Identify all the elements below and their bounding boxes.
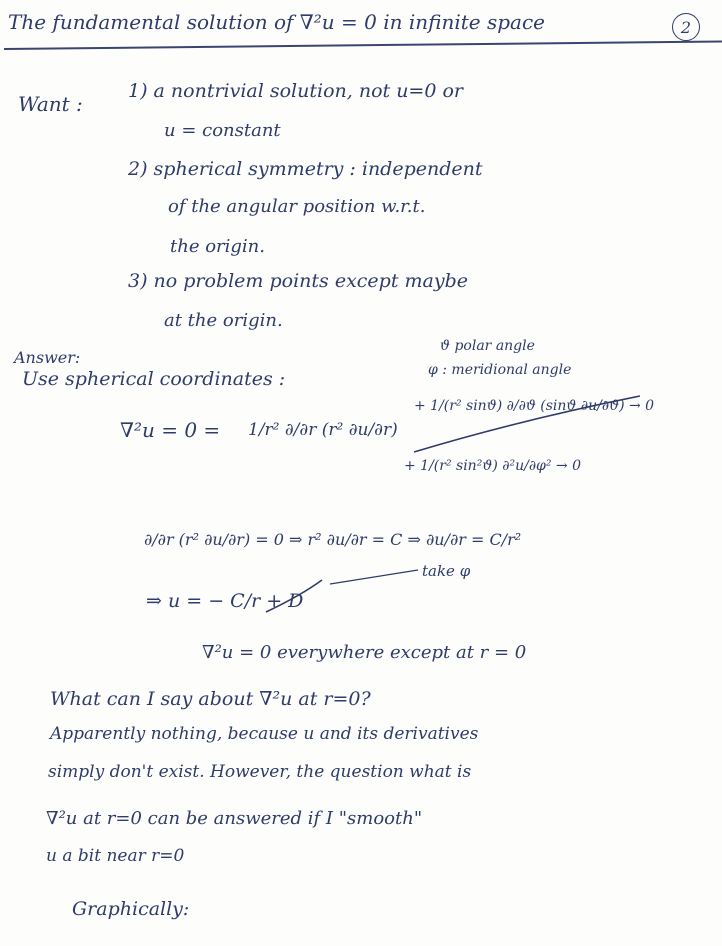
solution-result: ⇒ u = − C/r + D	[146, 590, 304, 612]
want-item-3-line-2: at the origin.	[164, 310, 283, 331]
discussion-line-4: simply don't exist. However, the question what is	[48, 762, 472, 782]
take-phi-note: take φ	[422, 562, 471, 580]
theta-note: ϑ polar angle	[440, 338, 535, 354]
D-term-strike	[266, 580, 322, 612]
theta-term-strike	[414, 396, 640, 452]
want-item-2-line-1: 2) spherical symmetry : independent	[128, 158, 483, 180]
page-title: The fundamental solution of ∇²u = 0 in infinite space	[8, 10, 546, 34]
discussion-line-6: u a bit near r=0	[46, 846, 185, 866]
phi-note: φ : meridional angle	[428, 362, 572, 378]
want-label: Want :	[18, 92, 83, 116]
want-item-2-line-3: the origin.	[170, 236, 265, 257]
use-spherical-line: Use spherical coordinates :	[22, 368, 286, 390]
want-item-2-line-2: of the angular position w.r.t.	[168, 196, 426, 217]
theta-term: + 1/(r² sinϑ) ∂/∂ϑ (sinϑ ∂u/∂ϑ) → 0	[414, 398, 655, 414]
discussion-line-5: ∇²u at r=0 can be answered if I "smooth"	[46, 808, 423, 829]
want-item-3-line-1: 3) no problem points except maybe	[128, 270, 468, 292]
discussion-line-2: What can I say about ∇²u at r=0?	[50, 688, 371, 710]
want-item-1-line-2: u = constant	[164, 120, 281, 141]
graphically-label: Graphically:	[72, 898, 190, 920]
laplacian-lhs: ∇²u = 0 =	[120, 418, 221, 442]
answer-label: Answer:	[14, 348, 81, 367]
discussion-line-3: Apparently nothing, because u and its derivatives	[50, 724, 479, 744]
phi-term: + 1/(r² sin²ϑ) ∂²u/∂φ² → 0	[404, 458, 582, 474]
take-phi-arrow	[330, 570, 418, 584]
radial-ode-step: ∂/∂r (r² ∂u/∂r) = 0 ⇒ r² ∂u/∂r = C ⇒ ∂u/∂r = C/r²	[144, 530, 522, 549]
page-number-badge: 2	[672, 13, 700, 41]
radial-term: 1/r² ∂/∂r (r² ∂u/∂r)	[248, 420, 398, 440]
discussion-line-1: ∇²u = 0 everywhere except at r = 0	[202, 642, 527, 663]
want-item-1-line-1: 1) a nontrivial solution, not u=0 or	[128, 80, 463, 102]
